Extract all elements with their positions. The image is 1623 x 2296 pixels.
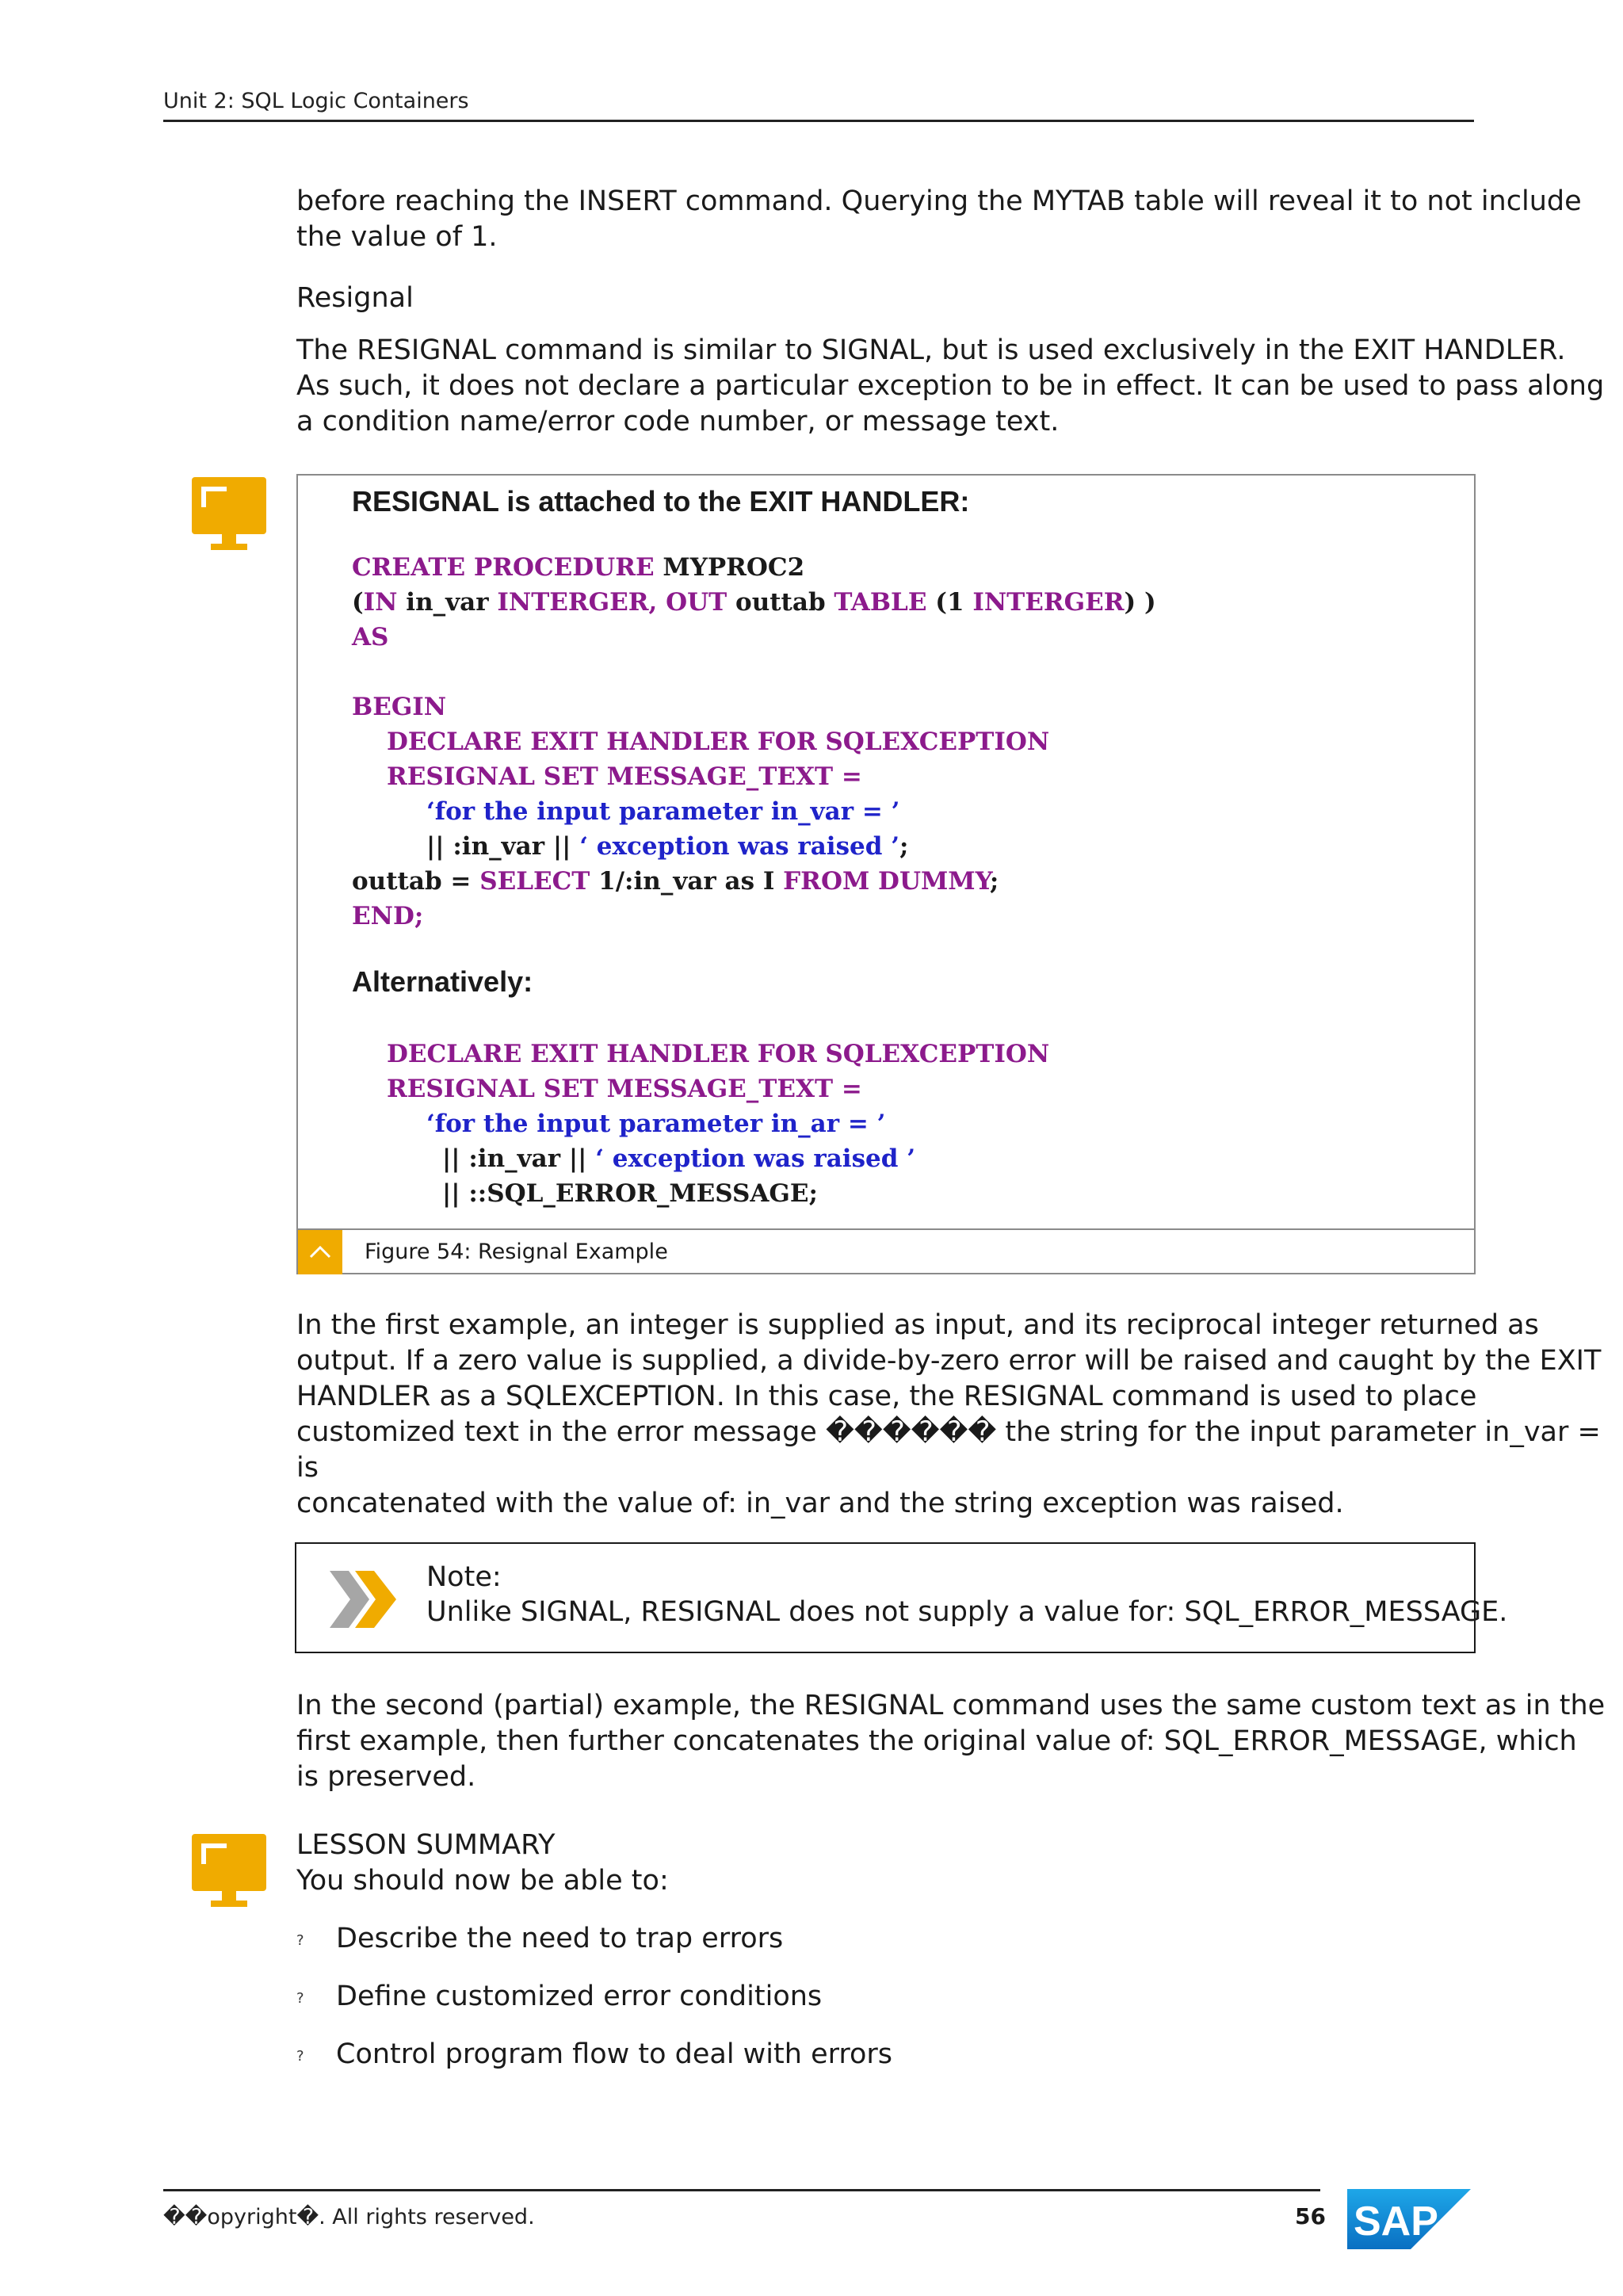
code-identifier: in_var (397, 588, 498, 617)
code-keyword: SELECT (479, 867, 590, 896)
code-line: DECLARE EXIT HANDLER FOR SQLEXCEPTION (387, 728, 1050, 756)
code-line (352, 588, 1156, 617)
code-identifier: MYPROC2 (654, 553, 805, 582)
code-figure-image (298, 476, 1474, 1228)
list-item: Describe the need to trap errors (336, 1923, 784, 1954)
code-identifier: 1/:in_var as I (590, 867, 784, 896)
page-number: 56 (1295, 2203, 1326, 2229)
section-heading: Resignal (296, 282, 414, 314)
intro-paragraph (296, 184, 1623, 255)
intro-line-1: before reaching the INSERT command. Querying the MYTAB table will reveal it to not include (296, 185, 1582, 217)
footer-divider (163, 2189, 1320, 2191)
alternatively-heading: Alternatively: (352, 965, 533, 998)
second-example-line-3: is preserved. (296, 1761, 476, 1793)
code-punctuation: ; (899, 832, 909, 861)
code-line: END; (352, 902, 424, 930)
code-identifier: (1 (926, 588, 973, 617)
figure-resignal-example (296, 474, 1476, 1274)
sap-logo-text: SAP (1354, 2199, 1438, 2244)
code-punctuation: ; (989, 867, 999, 896)
code-line: ‘for the input parameter in_var = ’ (426, 797, 900, 826)
header-divider (163, 120, 1474, 122)
monitor-icon (190, 1832, 268, 1910)
list-item: Control program flow to deal with errors (336, 2038, 893, 2070)
code-line (442, 1144, 915, 1173)
second-example-line-1: In the second (partial) example, the RESIGNAL command uses the same custom text as in the (296, 1690, 1606, 1721)
resignal-line-1: The RESIGNAL command is similar to SIGNAL, but is used exclusively in the EXIT HANDLER. (296, 334, 1566, 366)
explanation-line-5: concatenated with the value of: in_var and the string exception was raised. (296, 1488, 1344, 1519)
code-line: ‘for the input parameter in_ar = ’ (426, 1110, 886, 1138)
explanation-line-4: customized text in the error message ������ the string for the input parameter in_var = is (296, 1416, 1601, 1484)
explanation-line-2: output. If a zero value is supplied, a divide-by-zero error will be raised and caught by the EXIT (296, 1345, 1602, 1377)
code-keyword: FROM DUMMY (783, 867, 990, 896)
collapse-figure-button[interactable] (298, 1230, 342, 1274)
second-example-line-2: first example, then further concatenates the original value of: SQL_ERROR_MESSAGE, which (296, 1725, 1577, 1757)
resignal-line-2: As such, it does not declare a particular exception to be in effect. It can be used to pass along (296, 370, 1605, 402)
code-keyword: INTERGER, OUT (497, 588, 727, 617)
code-identifier: outtab = (352, 867, 480, 896)
bullet-mark: ? (296, 1990, 304, 2007)
lesson-summary-block (296, 1828, 1623, 1899)
code-line (352, 867, 999, 896)
code-line: BEGIN (352, 693, 447, 721)
code-keyword: TABLE (834, 588, 927, 617)
lesson-summary-subtitle: You should now be able to: (296, 1865, 669, 1897)
resignal-paragraph (296, 333, 1623, 440)
code-identifier: || :in_var || (442, 1144, 596, 1173)
note-text: Unlike SIGNAL, RESIGNAL does not supply a value for: SQL_ERROR_MESSAGE. (426, 1596, 1508, 1628)
code-line: DECLARE EXIT HANDLER FOR SQLEXCEPTION (387, 1040, 1050, 1068)
bullet-mark: ? (296, 2048, 304, 2065)
code-line (426, 832, 908, 861)
figure-caption: Figure 54: Resignal Example (365, 1240, 668, 1264)
code-keyword: INTERGER (972, 588, 1125, 617)
code-identifier: || :in_var || (426, 832, 580, 861)
second-example-paragraph (296, 1688, 1623, 1795)
code-line: || ::SQL_ERROR_MESSAGE; (442, 1179, 818, 1208)
intro-line-2: the value of 1. (296, 221, 498, 253)
sap-logo (1347, 2187, 1471, 2251)
running-header: Unit 2: SQL Logic Containers (163, 89, 469, 113)
code-paren: ) ) (1124, 588, 1156, 617)
figure-heading: RESIGNAL is attached to the EXIT HANDLER: (352, 485, 970, 518)
figure-caption-bar (298, 1228, 1474, 1274)
bullet-mark: ? (296, 1932, 304, 1949)
copyright-notice: ��opyright�. All rights reserved. (163, 2205, 535, 2229)
note-title: Note: (426, 1561, 502, 1593)
code-string: ‘ exception was raised ’ (579, 832, 900, 861)
code-line (352, 553, 804, 582)
list-item: Define customized error conditions (336, 1981, 823, 2012)
resignal-line-3: a condition name/error code number, or message text. (296, 406, 1060, 437)
explanation-line-1: In the first example, an integer is supplied as input, and its reciprocal integer returned as (296, 1309, 1539, 1341)
monitor-icon (190, 476, 268, 553)
code-line: RESIGNAL SET MESSAGE_TEXT = (387, 1075, 862, 1103)
code-keyword: CREATE PROCEDURE (352, 553, 655, 582)
explanation-line-3: HANDLER as a SQLEXCEPTION. In this case, the RESIGNAL command is used to place (296, 1381, 1477, 1412)
lesson-summary-title: LESSON SUMMARY (296, 1829, 556, 1861)
note-box (295, 1542, 1508, 1653)
explanation-paragraph (296, 1308, 1623, 1522)
code-keyword: IN (363, 588, 398, 617)
double-chevron-right-icon (328, 1566, 399, 1633)
code-identifier: outtab (727, 588, 834, 617)
code-paren: ( (352, 588, 364, 617)
code-line: RESIGNAL SET MESSAGE_TEXT = (387, 762, 862, 791)
chevron-up-icon (298, 1230, 342, 1274)
code-string: ‘ exception was raised ’ (595, 1144, 916, 1173)
code-line: AS (352, 623, 389, 651)
